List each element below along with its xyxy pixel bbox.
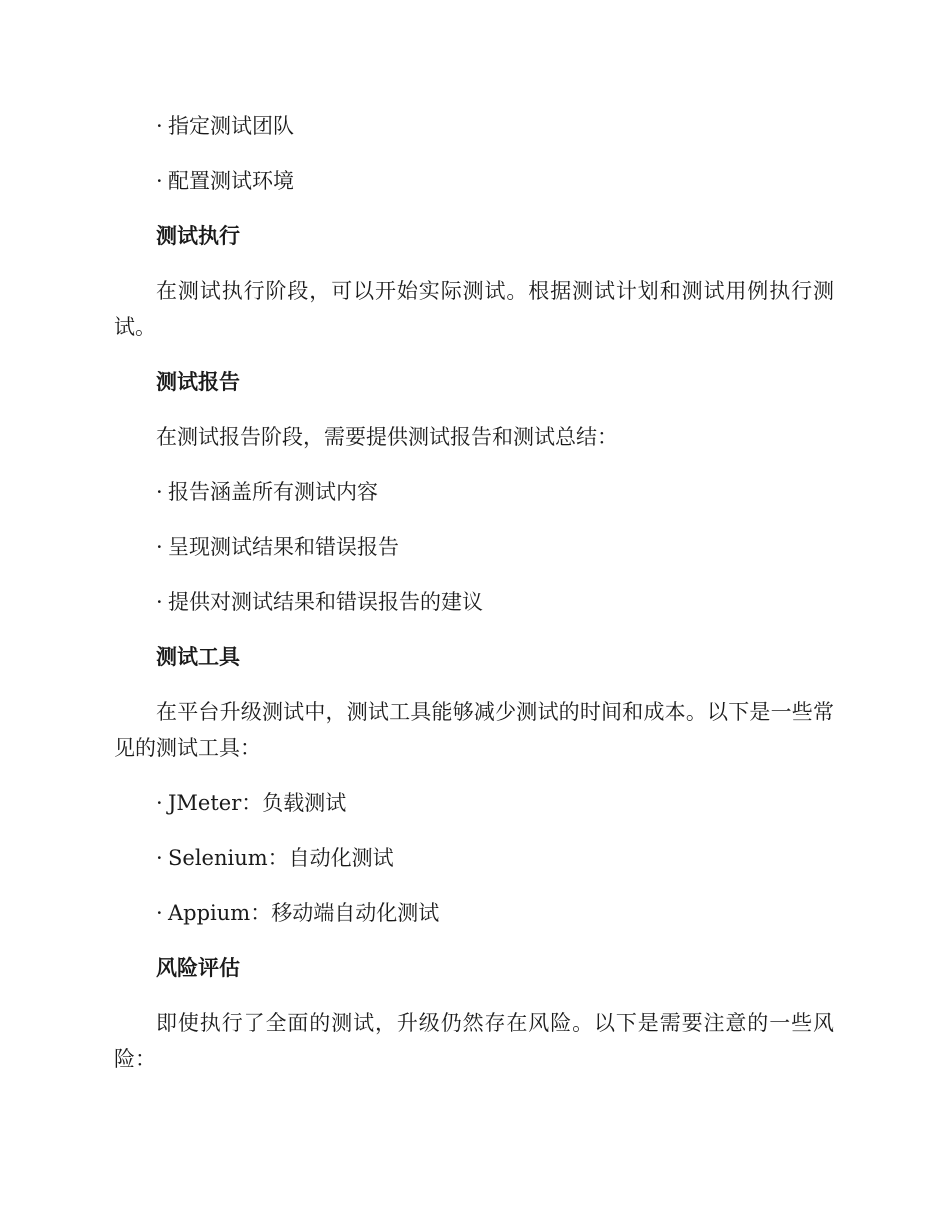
document-page [114,108,834,1096]
section-heading: 风险评估 [156,956,240,980]
bullet-text: 配置测试环境 [168,169,294,193]
bullet-item [114,529,834,565]
bullet-item [114,584,834,620]
section-heading: 测试执行 [156,224,240,248]
bullet-text: Appium：移动端自动化测试 [168,901,440,925]
bullet-dot: · [156,590,163,614]
bullet-text: Selenium：自动化测试 [168,846,394,870]
bullet-dot: · [156,169,163,193]
bullet-dot: · [156,901,163,925]
bullet-item [114,895,834,931]
bullet-text: 报告涵盖所有测试内容 [168,480,378,504]
bullet-text: 指定测试团队 [168,114,294,138]
paragraph: 在测试报告阶段，需要提供测试报告和测试总结： [156,425,618,449]
bullet-item [114,474,834,510]
paragraph: 在测试执行阶段，可以开始实际测试。根据测试计划和测试用例执行测试。 [114,279,834,339]
bullet-dot: · [156,480,163,504]
bullet-dot: · [156,791,163,815]
paragraph: 即使执行了全面的测试，升级仍然存在风险。以下是需要注意的一些风险： [114,1011,834,1071]
section-heading: 测试报告 [156,370,240,394]
bullet-dot: · [156,535,163,559]
bullet-dot: · [156,114,163,138]
section-heading: 测试工具 [156,645,240,669]
bullet-item [114,785,834,821]
bullet-text: JMeter：负载测试 [168,791,347,815]
bullet-text: 呈现测试结果和错误报告 [168,535,399,559]
paragraph: 在平台升级测试中，测试工具能够减少测试的时间和成本。以下是一些常见的测试工具： [114,700,834,760]
bullet-item [114,840,834,876]
bullet-item [114,163,834,199]
bullet-dot: · [156,846,163,870]
bullet-text: 提供对测试结果和错误报告的建议 [168,590,483,614]
bullet-item [114,108,834,144]
